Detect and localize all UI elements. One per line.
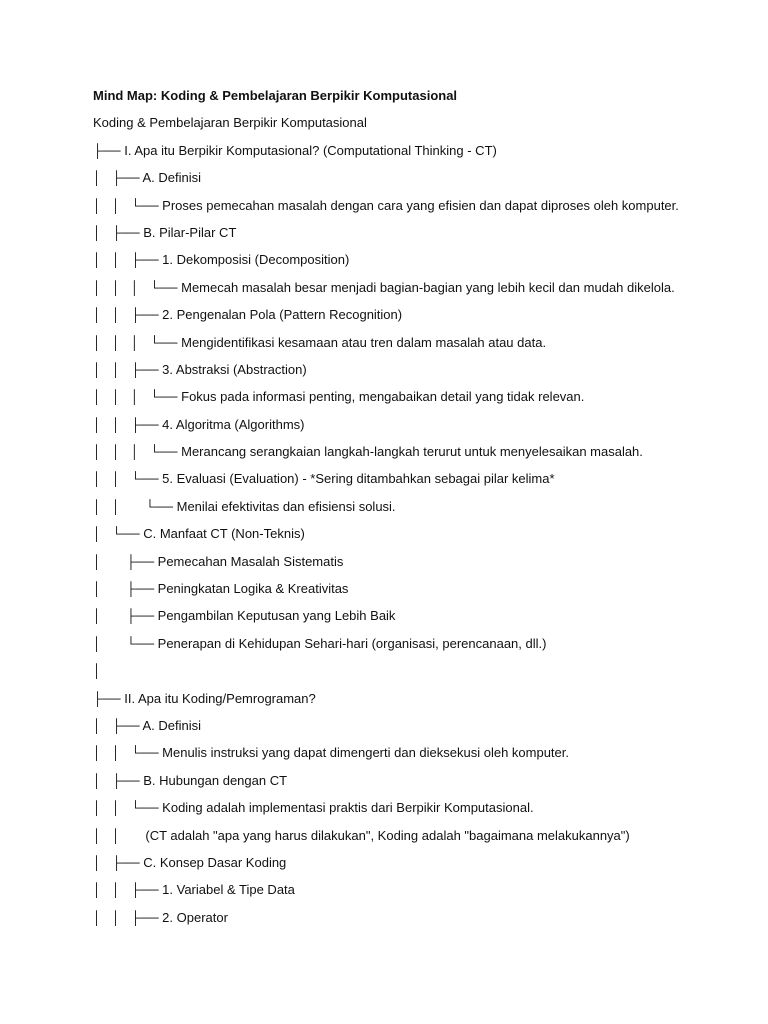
mind-map-node: │ │ ├── 2. Pengenalan Pola (Pattern Recognition): [93, 307, 403, 323]
mind-map-node: │ └── C. Manfaat CT (Non-Teknis): [93, 526, 305, 542]
mind-map-node: │ ├── C. Konsep Dasar Koding: [93, 854, 287, 870]
mind-map-node: │ │ │ └── Mengidentifikasi kesamaan atau tren dalam masalah atau data.: [93, 334, 547, 350]
mind-map-node: │ │ └── 5. Evaluasi (Evaluation) - *Sering ditambahkan sebagai pilar kelima*: [93, 471, 555, 487]
mind-map-node: ├── I. Apa itu Berpikir Komputasional? (Computational Thinking - CT): [93, 142, 497, 158]
mind-map-tree: [93, 111, 753, 928]
mind-map-node: ├── II. Apa itu Koding/Pemrograman?: [93, 690, 316, 706]
mind-map-node: │ │ └── Koding adalah implementasi praktis dari Berpikir Komputasional.: [93, 800, 534, 816]
document-page: [93, 84, 753, 933]
mind-map-node: │ ├── A. Definisi: [93, 170, 202, 186]
mind-map-node: │ ├── A. Definisi: [93, 717, 202, 733]
document-title: Mind Map: Koding & Pembelajaran Berpikir Komputasional: [93, 88, 458, 103]
mind-map-node: │ │ ├── 1. Variabel & Tipe Data: [93, 882, 295, 898]
mind-map-node: │ ├── Pengambilan Keputusan yang Lebih Baik: [93, 608, 396, 624]
mind-map-node: │ └── Penerapan di Kehidupan Sehari-hari (organisasi, perencanaan, dll.): [93, 635, 547, 651]
mind-map-node: │ │ └── Menulis instruksi yang dapat dimengerti dan dieksekusi oleh komputer.: [93, 745, 569, 761]
mind-map-node: │ ├── B. Hubungan dengan CT: [93, 772, 288, 788]
mind-map-node: │ ├── B. Pilar-Pilar CT: [93, 224, 237, 240]
mind-map-node: │ │ └── Menilai efektivitas dan efisiensi solusi.: [93, 498, 396, 514]
mind-map-node: │: [93, 663, 102, 679]
mind-map-node: │ ├── Peningkatan Logika & Kreativitas: [93, 581, 349, 597]
mind-map-node: │ │ ├── 1. Dekomposisi (Decomposition): [93, 252, 350, 268]
mind-map-node: │ │ ├── 4. Algoritma (Algorithms): [93, 416, 305, 432]
mind-map-node: │ │ │ └── Merancang serangkaian langkah-langkah terurut untuk menyelesaikan masalah.: [93, 444, 643, 460]
mind-map-node: │ │ │ └── Memecah masalah besar menjadi bagian-bagian yang lebih kecil dan mudah dikelola.: [93, 279, 675, 295]
mind-map-node: │ │ ├── 3. Abstraksi (Abstraction): [93, 361, 307, 377]
mind-map-node: │ │ │ └── Fokus pada informasi penting, mengabaikan detail yang tidak relevan.: [93, 389, 585, 405]
mind-map-node: │ │ (CT adalah "apa yang harus dilakukan", Koding adalah "bagaimana melakukannya"): [93, 827, 630, 843]
mind-map-node: │ │ └── Proses pemecahan masalah dengan cara yang efisien dan dapat diproses oleh komputer.: [93, 197, 679, 213]
mind-map-root: Koding & Pembelajaran Berpikir Komputasional: [93, 115, 367, 131]
mind-map-node: │ │ ├── 2. Operator: [93, 909, 228, 925]
mind-map-node: │ ├── Pemecahan Masalah Sistematis: [93, 553, 344, 569]
